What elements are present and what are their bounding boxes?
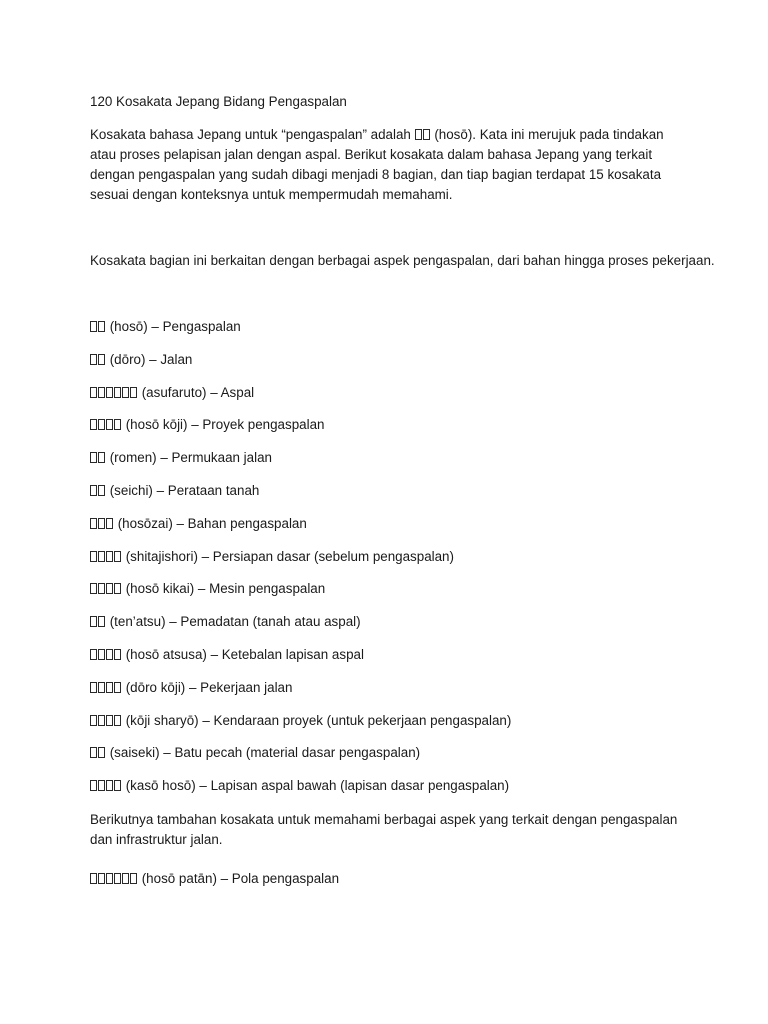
missing-glyph-icon — [90, 551, 97, 562]
missing-glyph-icon — [90, 583, 97, 594]
missing-glyph-group — [90, 871, 138, 886]
missing-glyph-icon — [114, 715, 121, 726]
missing-glyph-group — [90, 516, 114, 531]
missing-glyph-group — [90, 417, 122, 432]
missing-glyph-icon — [90, 485, 97, 496]
vocab-text: (hosōzai) – Bahan pengaspalan — [114, 515, 307, 531]
missing-glyph-icon — [90, 616, 97, 627]
vocab-item — [90, 350, 511, 383]
missing-glyph-icon — [130, 873, 137, 884]
missing-glyph-icon — [114, 551, 121, 562]
vocab-item — [90, 547, 511, 580]
vocab-item — [90, 645, 511, 678]
missing-glyph-icon — [122, 873, 129, 884]
missing-glyph-icon — [90, 873, 97, 884]
missing-glyph-icon — [90, 682, 97, 693]
missing-glyph-icon — [114, 649, 121, 660]
missing-glyph-icon — [98, 682, 105, 693]
missing-glyph-icon — [415, 129, 422, 140]
missing-glyph-group — [90, 778, 122, 793]
missing-glyph-group — [90, 713, 122, 728]
missing-glyph-group — [90, 680, 122, 695]
missing-glyph-icon — [98, 485, 105, 496]
missing-glyph-icon — [90, 387, 97, 398]
missing-glyph-icon — [98, 649, 105, 660]
missing-glyph-icon — [98, 616, 105, 627]
missing-glyph-icon — [106, 551, 113, 562]
vocab-item — [90, 869, 339, 902]
vocab-item — [90, 383, 511, 416]
missing-glyph-group — [90, 647, 122, 662]
vocab-text: (kōji sharyō) – Kendaraan proyek (untuk pekerjaan pengaspalan) — [122, 712, 512, 728]
missing-glyph-icon — [114, 873, 121, 884]
missing-glyph-icon — [90, 321, 97, 332]
missing-glyph-group — [90, 385, 138, 400]
missing-glyph-icon — [90, 518, 97, 529]
missing-glyph-icon — [90, 780, 97, 791]
vocab-item — [90, 743, 511, 776]
missing-glyph-icon — [98, 583, 105, 594]
missing-glyph-group — [90, 745, 106, 760]
missing-glyph-icon — [106, 780, 113, 791]
missing-glyph-icon — [106, 419, 113, 430]
intro-text-after: (hosō). Kata ini merujuk pada tindakan atau proses pelapisan jalan dengan aspal. Berikut kosakata dalam bahasa Jepang yang terkait dengan pengaspalan yang sudah dibagi menjadi 8 bagian, dan tiap bagian terdapat 15 kosakata sesuai dengan konteksnya untuk mempermudah memahami. — [90, 127, 664, 202]
missing-glyph-group — [90, 614, 106, 629]
vocab-text: (hosō atsusa) – Ketebalan lapisan aspal — [122, 646, 364, 662]
missing-glyph-icon — [106, 715, 113, 726]
vocab-text: (hosō kikai) – Mesin pengaspalan — [122, 581, 326, 597]
missing-glyph-icon — [98, 551, 105, 562]
missing-glyph-group — [90, 450, 106, 465]
missing-glyph-icon — [114, 682, 121, 693]
vocab-text: (kasō hosō) – Lapisan aspal bawah (lapisan dasar pengaspalan) — [122, 778, 510, 794]
missing-glyph-icon — [98, 518, 105, 529]
vocab-text: (saiseki) – Batu pecah (material dasar pengaspalan) — [106, 745, 421, 761]
missing-glyph-icon — [98, 780, 105, 791]
missing-glyph-icon — [98, 321, 105, 332]
vocab-text: (seichi) – Perataan tanah — [106, 482, 260, 498]
missing-glyph-group — [90, 581, 122, 596]
missing-glyph-icon — [90, 649, 97, 660]
missing-glyph-icon — [122, 387, 129, 398]
missing-glyph-icon — [106, 518, 113, 529]
vocab-item — [90, 579, 511, 612]
missing-glyph-icon — [98, 419, 105, 430]
vocab-list — [90, 317, 511, 809]
missing-glyph-icon — [106, 649, 113, 660]
missing-glyph-icon — [114, 780, 121, 791]
vocab-item — [90, 514, 511, 547]
vocab-item — [90, 711, 511, 744]
vocab-text: (ten’atsu) – Pemadatan (tanah atau aspal) — [106, 614, 361, 630]
missing-glyph-icon — [114, 419, 121, 430]
vocab-text: (hosō patān) – Pola pengaspalan — [138, 871, 340, 886]
missing-glyph-icon — [98, 354, 105, 365]
vocab-item — [90, 415, 511, 448]
vocab-item — [90, 678, 511, 711]
vocab-text: (dōro kōji) – Pekerjaan jalan — [122, 679, 293, 695]
missing-glyph-group — [415, 127, 431, 142]
missing-glyph-icon — [106, 873, 113, 884]
missing-glyph-group — [90, 549, 122, 564]
missing-glyph-icon — [106, 387, 113, 398]
vocab-text: (shitajishori) – Persiapan dasar (sebelum pengaspalan) — [122, 548, 454, 564]
missing-glyph-icon — [98, 715, 105, 726]
vocab-text: (romen) – Permukaan jalan — [106, 450, 272, 466]
next-vocab-list — [90, 869, 339, 902]
missing-glyph-icon — [114, 387, 121, 398]
missing-glyph-icon — [90, 747, 97, 758]
vocab-item — [90, 448, 511, 481]
missing-glyph-group — [90, 483, 106, 498]
vocab-item — [90, 776, 511, 809]
section-intro: Kosakata bagian ini berkaitan dengan berbagai aspek pengaspalan, dari bahan hingga proses pekerjaan. — [90, 253, 715, 268]
missing-glyph-group — [90, 352, 106, 367]
missing-glyph-icon — [98, 747, 105, 758]
missing-glyph-icon — [90, 354, 97, 365]
missing-glyph-icon — [90, 419, 97, 430]
intro-paragraph — [90, 125, 682, 205]
missing-glyph-icon — [90, 452, 97, 463]
intro-text-before: Kosakata bahasa Jepang untuk “pengaspalan” adalah — [90, 127, 415, 142]
missing-glyph-icon — [423, 129, 430, 140]
missing-glyph-icon — [106, 682, 113, 693]
missing-glyph-icon — [90, 715, 97, 726]
vocab-item — [90, 481, 511, 514]
missing-glyph-icon — [98, 452, 105, 463]
vocab-text: (asufaruto) – Aspal — [138, 384, 255, 400]
vocab-text: (dōro) – Jalan — [106, 351, 193, 367]
vocab-text: (hosō kōji) – Proyek pengaspalan — [122, 417, 325, 433]
document-title: 120 Kosakata Jepang Bidang Pengaspalan — [90, 94, 347, 109]
missing-glyph-icon — [98, 873, 105, 884]
missing-glyph-icon — [114, 583, 121, 594]
missing-glyph-icon — [130, 387, 137, 398]
vocab-text: (hosō) – Pengaspalan — [106, 319, 241, 334]
missing-glyph-icon — [98, 387, 105, 398]
vocab-item — [90, 317, 511, 350]
vocab-item — [90, 612, 511, 645]
missing-glyph-icon — [106, 583, 113, 594]
missing-glyph-group — [90, 319, 106, 334]
next-section-intro: Berikutnya tambahan kosakata untuk memahami berbagai aspek yang terkait dengan pengaspalan dan infrastruktur jalan. — [90, 812, 678, 847]
